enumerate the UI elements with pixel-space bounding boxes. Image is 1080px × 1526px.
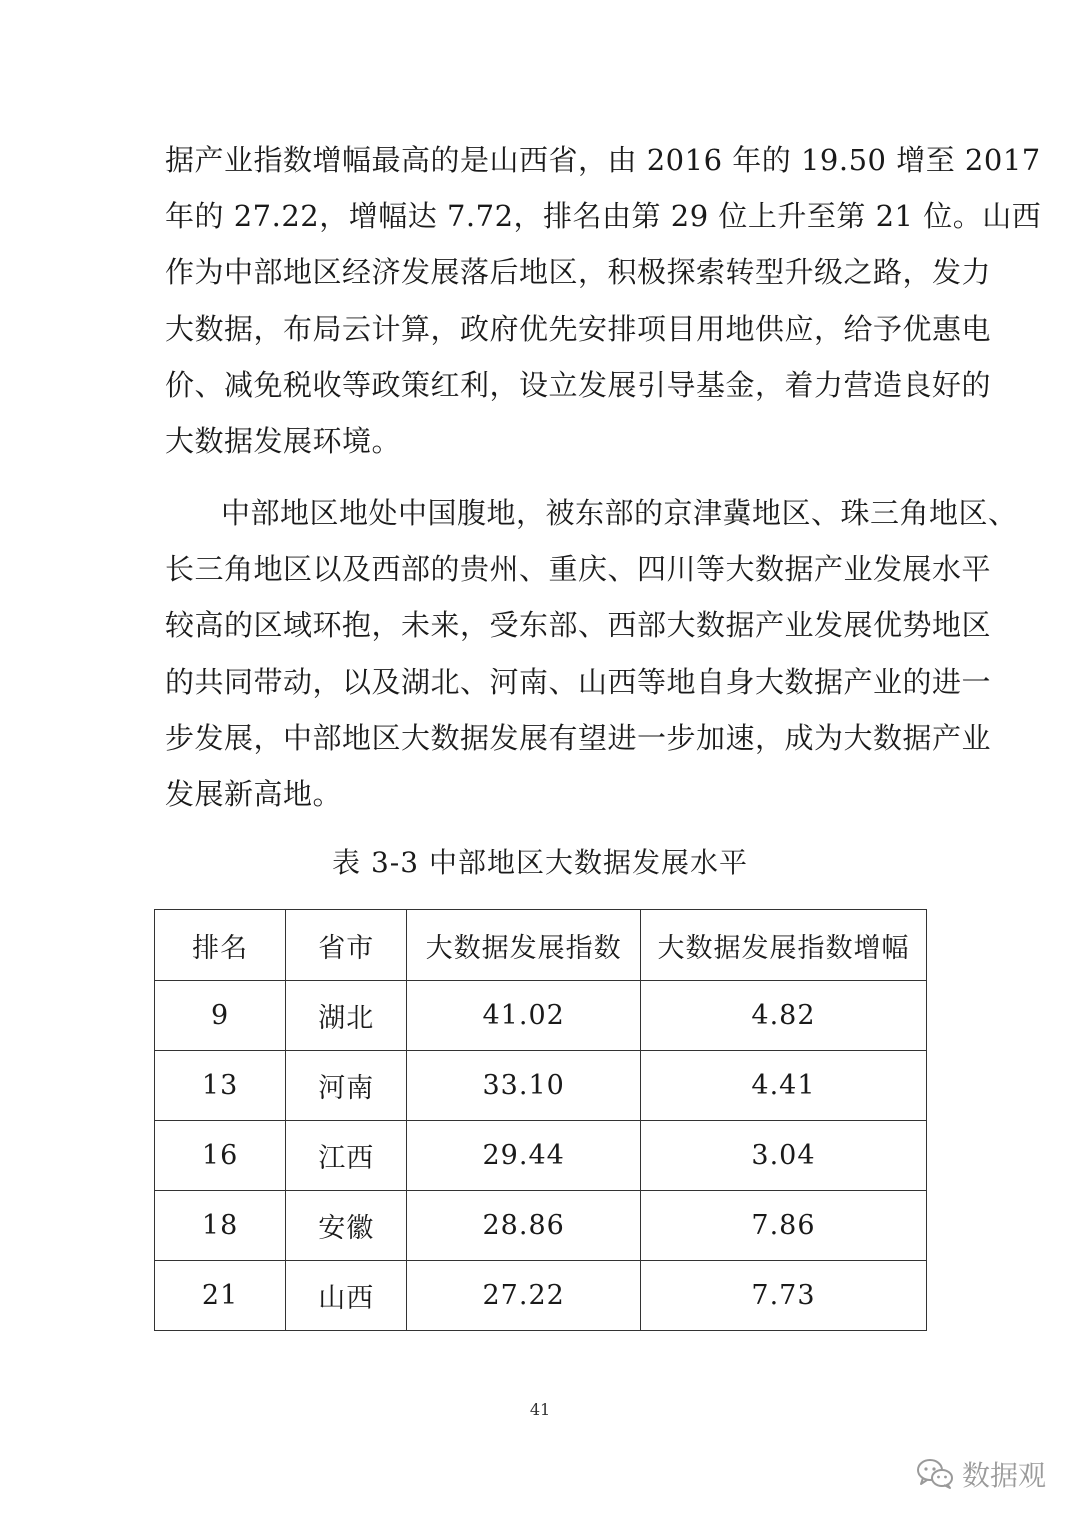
wechat-icon <box>916 1458 954 1490</box>
cell-index: 41.02 <box>407 981 641 1051</box>
cell-rank: 16 <box>155 1121 286 1191</box>
cell-increase: 4.41 <box>640 1051 926 1121</box>
cell-index: 28.86 <box>407 1191 641 1261</box>
cell-rank: 18 <box>155 1191 286 1261</box>
cell-increase: 7.86 <box>640 1191 926 1261</box>
cell-rank: 9 <box>155 981 286 1051</box>
watermark <box>916 1454 1046 1494</box>
paragraph-line: 价、减免税收等政策红利，设立发展引导基金，着力营造良好的 <box>165 368 992 402</box>
table-row <box>155 981 927 1051</box>
cell-index: 27.22 <box>407 1261 641 1331</box>
table-caption: 表 3-3 中部地区大数据发展水平 <box>332 846 748 879</box>
cell-province: 江西 <box>286 1121 407 1191</box>
table-header-row <box>155 910 927 981</box>
paragraph-line: 发展新高地。 <box>165 777 343 811</box>
cell-increase: 7.73 <box>640 1261 926 1331</box>
cell-index: 29.44 <box>407 1121 641 1191</box>
table-row <box>155 1191 927 1261</box>
table-row <box>155 1261 927 1331</box>
header-index: 大数据发展指数 <box>407 910 641 981</box>
cell-province: 山西 <box>286 1261 407 1331</box>
cell-increase: 3.04 <box>640 1121 926 1191</box>
paragraph-line: 作为中部地区经济发展落后地区，积极探索转型升级之路，发力 <box>165 255 992 289</box>
paragraph-line: 年的 27.22，增幅达 7.72，排名由第 29 位上升至第 21 位。山西 <box>165 199 1042 233</box>
paragraph-line: 的共同带动，以及湖北、河南、山西等地自身大数据产业的进一 <box>165 665 992 699</box>
paragraph-line: 较高的区域环抱，未来，受东部、西部大数据产业发展优势地区 <box>165 608 992 642</box>
table-row <box>155 1121 927 1191</box>
header-province: 省市 <box>286 910 407 981</box>
cell-rank: 13 <box>155 1051 286 1121</box>
cell-increase: 4.82 <box>640 981 926 1051</box>
paragraph-line: 大数据发展环境。 <box>165 424 402 458</box>
header-rank: 排名 <box>155 910 286 981</box>
table-row <box>155 1051 927 1121</box>
paragraph-line: 据产业指数增幅最高的是山西省，由 2016 年的 19.50 增至 2017 <box>165 143 1041 177</box>
page-number: 41 <box>529 1400 551 1419</box>
watermark-text: 数据观 <box>961 1459 1046 1492</box>
header-increase: 大数据发展指数增幅 <box>640 910 926 981</box>
cell-rank: 21 <box>155 1261 286 1331</box>
paragraph-line: 大数据，布局云计算，政府优先安排项目用地供应，给予优惠电 <box>165 312 992 346</box>
paragraph-line: 中部地区地处中国腹地，被东部的京津冀地区、珠三角地区、 <box>221 496 1018 530</box>
cell-province: 安徽 <box>286 1191 407 1261</box>
development-table <box>154 909 927 1331</box>
cell-index: 33.10 <box>407 1051 641 1121</box>
cell-province: 湖北 <box>286 981 407 1051</box>
paragraph-line: 步发展，中部地区大数据发展有望进一步加速，成为大数据产业 <box>165 721 992 755</box>
paragraph-line: 长三角地区以及西部的贵州、重庆、四川等大数据产业发展水平 <box>165 552 992 586</box>
cell-province: 河南 <box>286 1051 407 1121</box>
